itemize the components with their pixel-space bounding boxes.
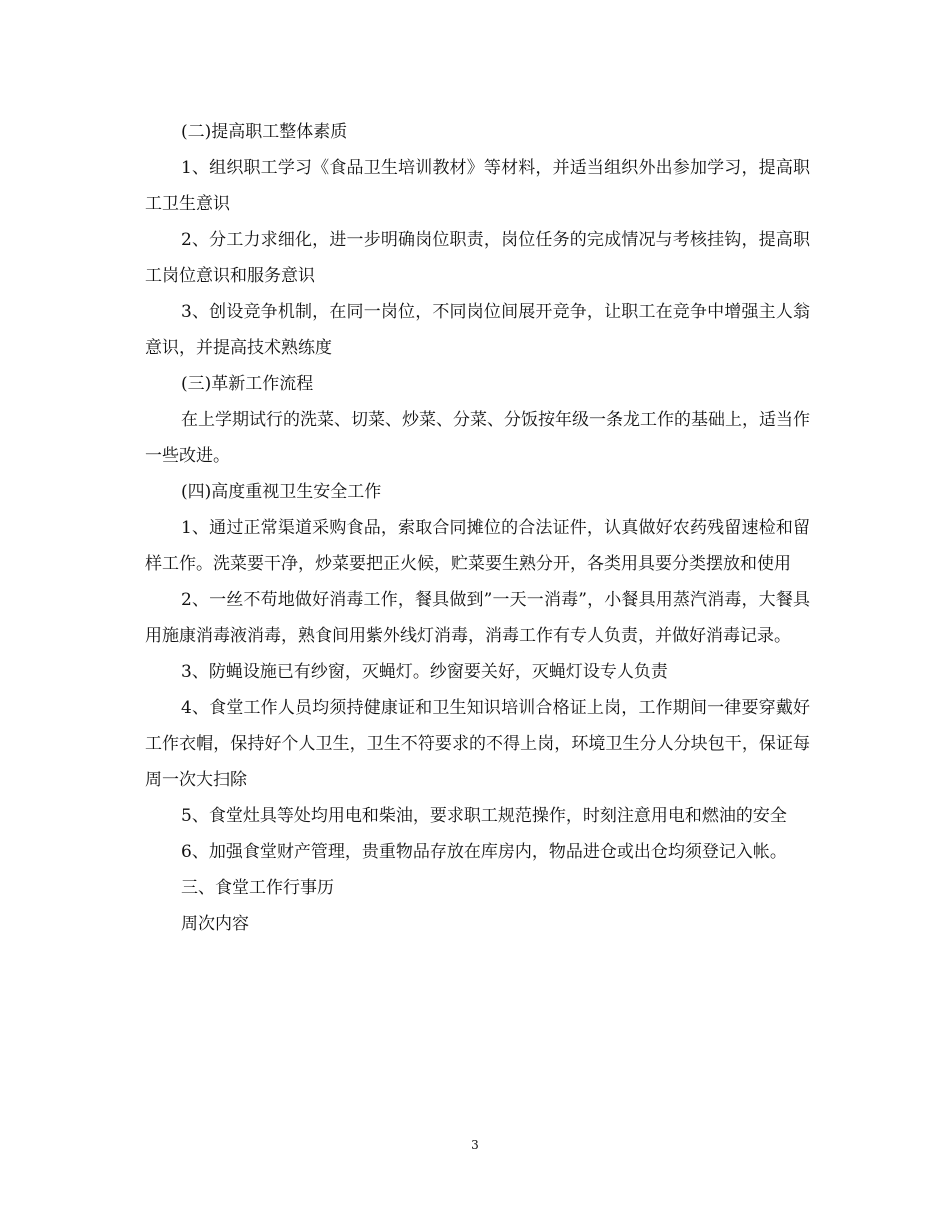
paragraph: 2、一丝不苟地做好消毒工作，餐具做到”一天一消毒”，小餐具用蒸汽消毒，大餐具用施康消毒液消毒，熟食间用紫外线灯消毒，消毒工作有专人负责，并做好消毒记录。 <box>145 590 810 646</box>
paragraph: 1、组织职工学习《食品卫生培训教材》等材料，并适当组织外出参加学习，提高职工卫生意识 <box>145 158 810 214</box>
paragraph: 2、分工力求细化，进一步明确岗位职责，岗位任务的完成情况与考核挂钩，提高职工岗位意识和服务意识 <box>145 230 810 286</box>
table-header-label: 周次内容 <box>181 914 249 934</box>
paragraph: 3、防蝇设施已有纱窗，灭蝇灯。纱窗要关好，灭蝇灯设专人负责 <box>181 662 668 682</box>
section-heading-4: (四)高度重视卫生安全工作 <box>181 482 382 502</box>
paragraph: 5、食堂灶具等处均用电和柴油，要求职工规范操作，时刻注意用电和燃油的安全 <box>181 806 787 826</box>
paragraph: 6、加强食堂财产管理，贵重物品存放在库房内，物品进仓或出仓均须登记入帐。 <box>181 842 787 862</box>
paragraph: 1、通过正常渠道采购食品，索取合同摊位的合法证件，认真做好农药残留速检和留样工作。洗菜要干净，炒菜要把正火候，贮菜要生熟分开，各类用具要分类摆放和使用 <box>145 518 810 574</box>
paragraph: 3、创设竞争机制，在同一岗位，不同岗位间展开竞争，让职工在竞争中增强主人翁意识，并提高技术熟练度 <box>145 302 810 358</box>
paragraph: 在上学期试行的洗菜、切菜、炒菜、分菜、分饭按年级一条龙工作的基础上，适当作一些改进。 <box>145 410 810 466</box>
section-heading-3: (三)革新工作流程 <box>181 374 314 394</box>
page-number: 3 <box>471 1138 479 1152</box>
paragraph: 4、食堂工作人员均须持健康证和卫生知识培训合格证上岗，工作期间一律要穿戴好工作衣帽，保持好个人卫生，卫生不符要求的不得上岗，环境卫生分人分块包干，保证每周一次大扫除 <box>145 698 810 790</box>
chapter-heading: 三、食堂工作行事历 <box>181 878 334 898</box>
section-heading-2: (二)提高职工整体素质 <box>181 122 348 142</box>
document-body <box>145 114 810 942</box>
